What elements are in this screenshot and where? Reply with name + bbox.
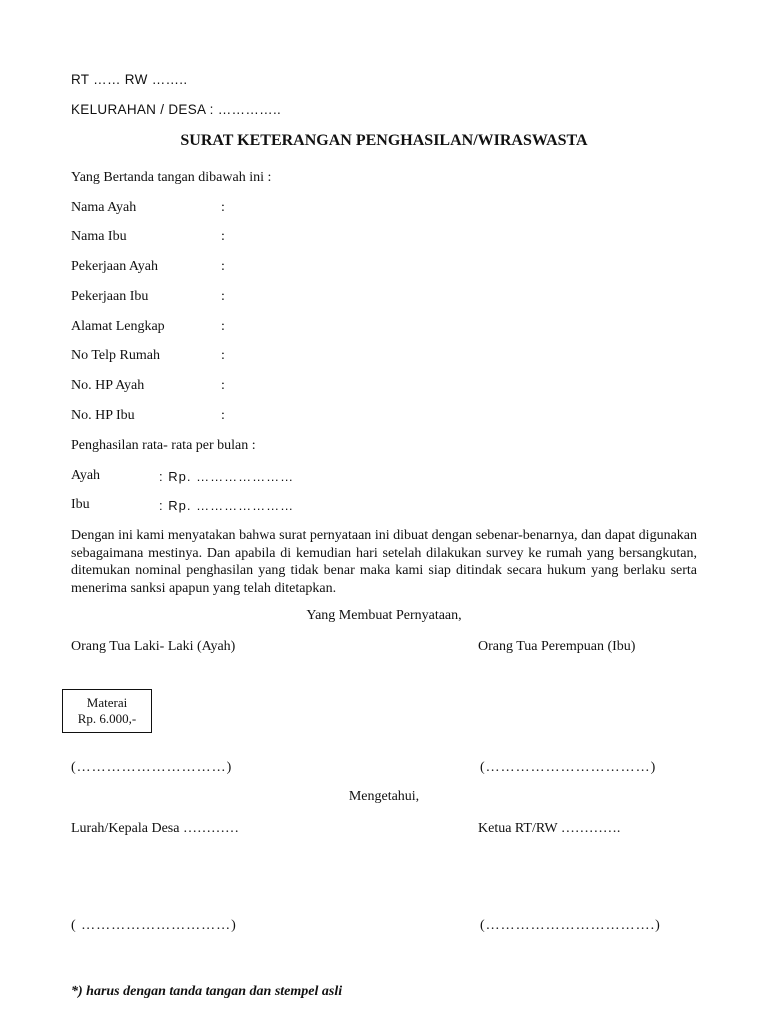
field-colon: :: [221, 200, 225, 215]
rt-rw-chief-label: Ketua RT/RW ………….: [478, 821, 621, 836]
field-colon: :: [221, 408, 225, 423]
income-label-ayah: Ayah: [71, 468, 101, 483]
field-colon: :: [221, 378, 225, 393]
field-label-nama-ayah: Nama Ayah: [71, 200, 137, 215]
field-colon: :: [221, 289, 225, 304]
footnote: *) harus dengan tanda tangan dan stempel asli: [71, 984, 343, 999]
materai-line-1: Materai: [86, 695, 128, 710]
field-label-pekerjaan-ibu: Pekerjaan Ibu: [71, 289, 149, 304]
field-label-hp-ibu: No. HP Ibu: [71, 408, 135, 423]
field-colon: :: [221, 259, 225, 274]
field-label-alamat: Alamat Lengkap: [71, 319, 165, 334]
materai-line-2: Rp. 6.000,-: [77, 711, 137, 726]
mother-signature-label: Orang Tua Perempuan (Ibu): [478, 639, 636, 654]
income-value-ibu: : Rp. …………………: [159, 498, 295, 513]
document-title: SURAT KETERANGAN PENGHASILAN/WIRASWASTA: [180, 132, 588, 149]
field-colon: :: [221, 348, 225, 363]
field-label-hp-ayah: No. HP Ayah: [71, 378, 145, 393]
father-signature-label: Orang Tua Laki- Laki (Ayah): [71, 639, 236, 654]
income-label-ibu: Ibu: [71, 497, 90, 512]
father-signature-line: (…………………………): [71, 760, 233, 775]
acknowledge-heading: Mengetahui,: [348, 789, 420, 804]
field-label-nama-ibu: Nama Ibu: [71, 229, 127, 244]
field-label-telp-rumah: No Telp Rumah: [71, 348, 160, 363]
field-label-pekerjaan-ayah: Pekerjaan Ayah: [71, 259, 158, 274]
income-value-ayah: : Rp. …………………: [159, 469, 295, 484]
statement-paragraph: Dengan ini kami menyatakan bahwa surat pernyataan ini dibuat dengan sebenar-benarnya, dan dapat digunakan sebagaimana mestinya. Dan apabila di kemudian hari setelah dilakukan survey ke rumah yang bersangkutan, ditemukan nominal penghasilan yang tidak benar maka kami siap ditindak secara hukum yang berlaku serta menerima sanksi apapun yang telah ditetapkan.: [71, 528, 697, 596]
intro-text: Yang Bertanda tangan dibawah ini :: [71, 170, 272, 185]
lurah-signature-line: ( …………………………): [71, 918, 237, 933]
lurah-label: Lurah/Kepala Desa …………: [71, 821, 239, 836]
field-colon: :: [221, 319, 225, 334]
rt-rw-signature-line: (…………………………….): [480, 918, 661, 933]
mother-signature-line: (……………………………): [480, 760, 657, 775]
maker-heading: Yang Membuat Pernyataan,: [306, 608, 462, 623]
income-heading: Penghasilan rata- rata per bulan :: [71, 438, 256, 453]
rt-rw-line: RT …… RW ……..: [71, 72, 188, 87]
field-colon: :: [221, 229, 225, 244]
materai-stamp-box: [62, 689, 152, 733]
kelurahan-line: KELURAHAN / DESA : …………..: [71, 102, 282, 117]
